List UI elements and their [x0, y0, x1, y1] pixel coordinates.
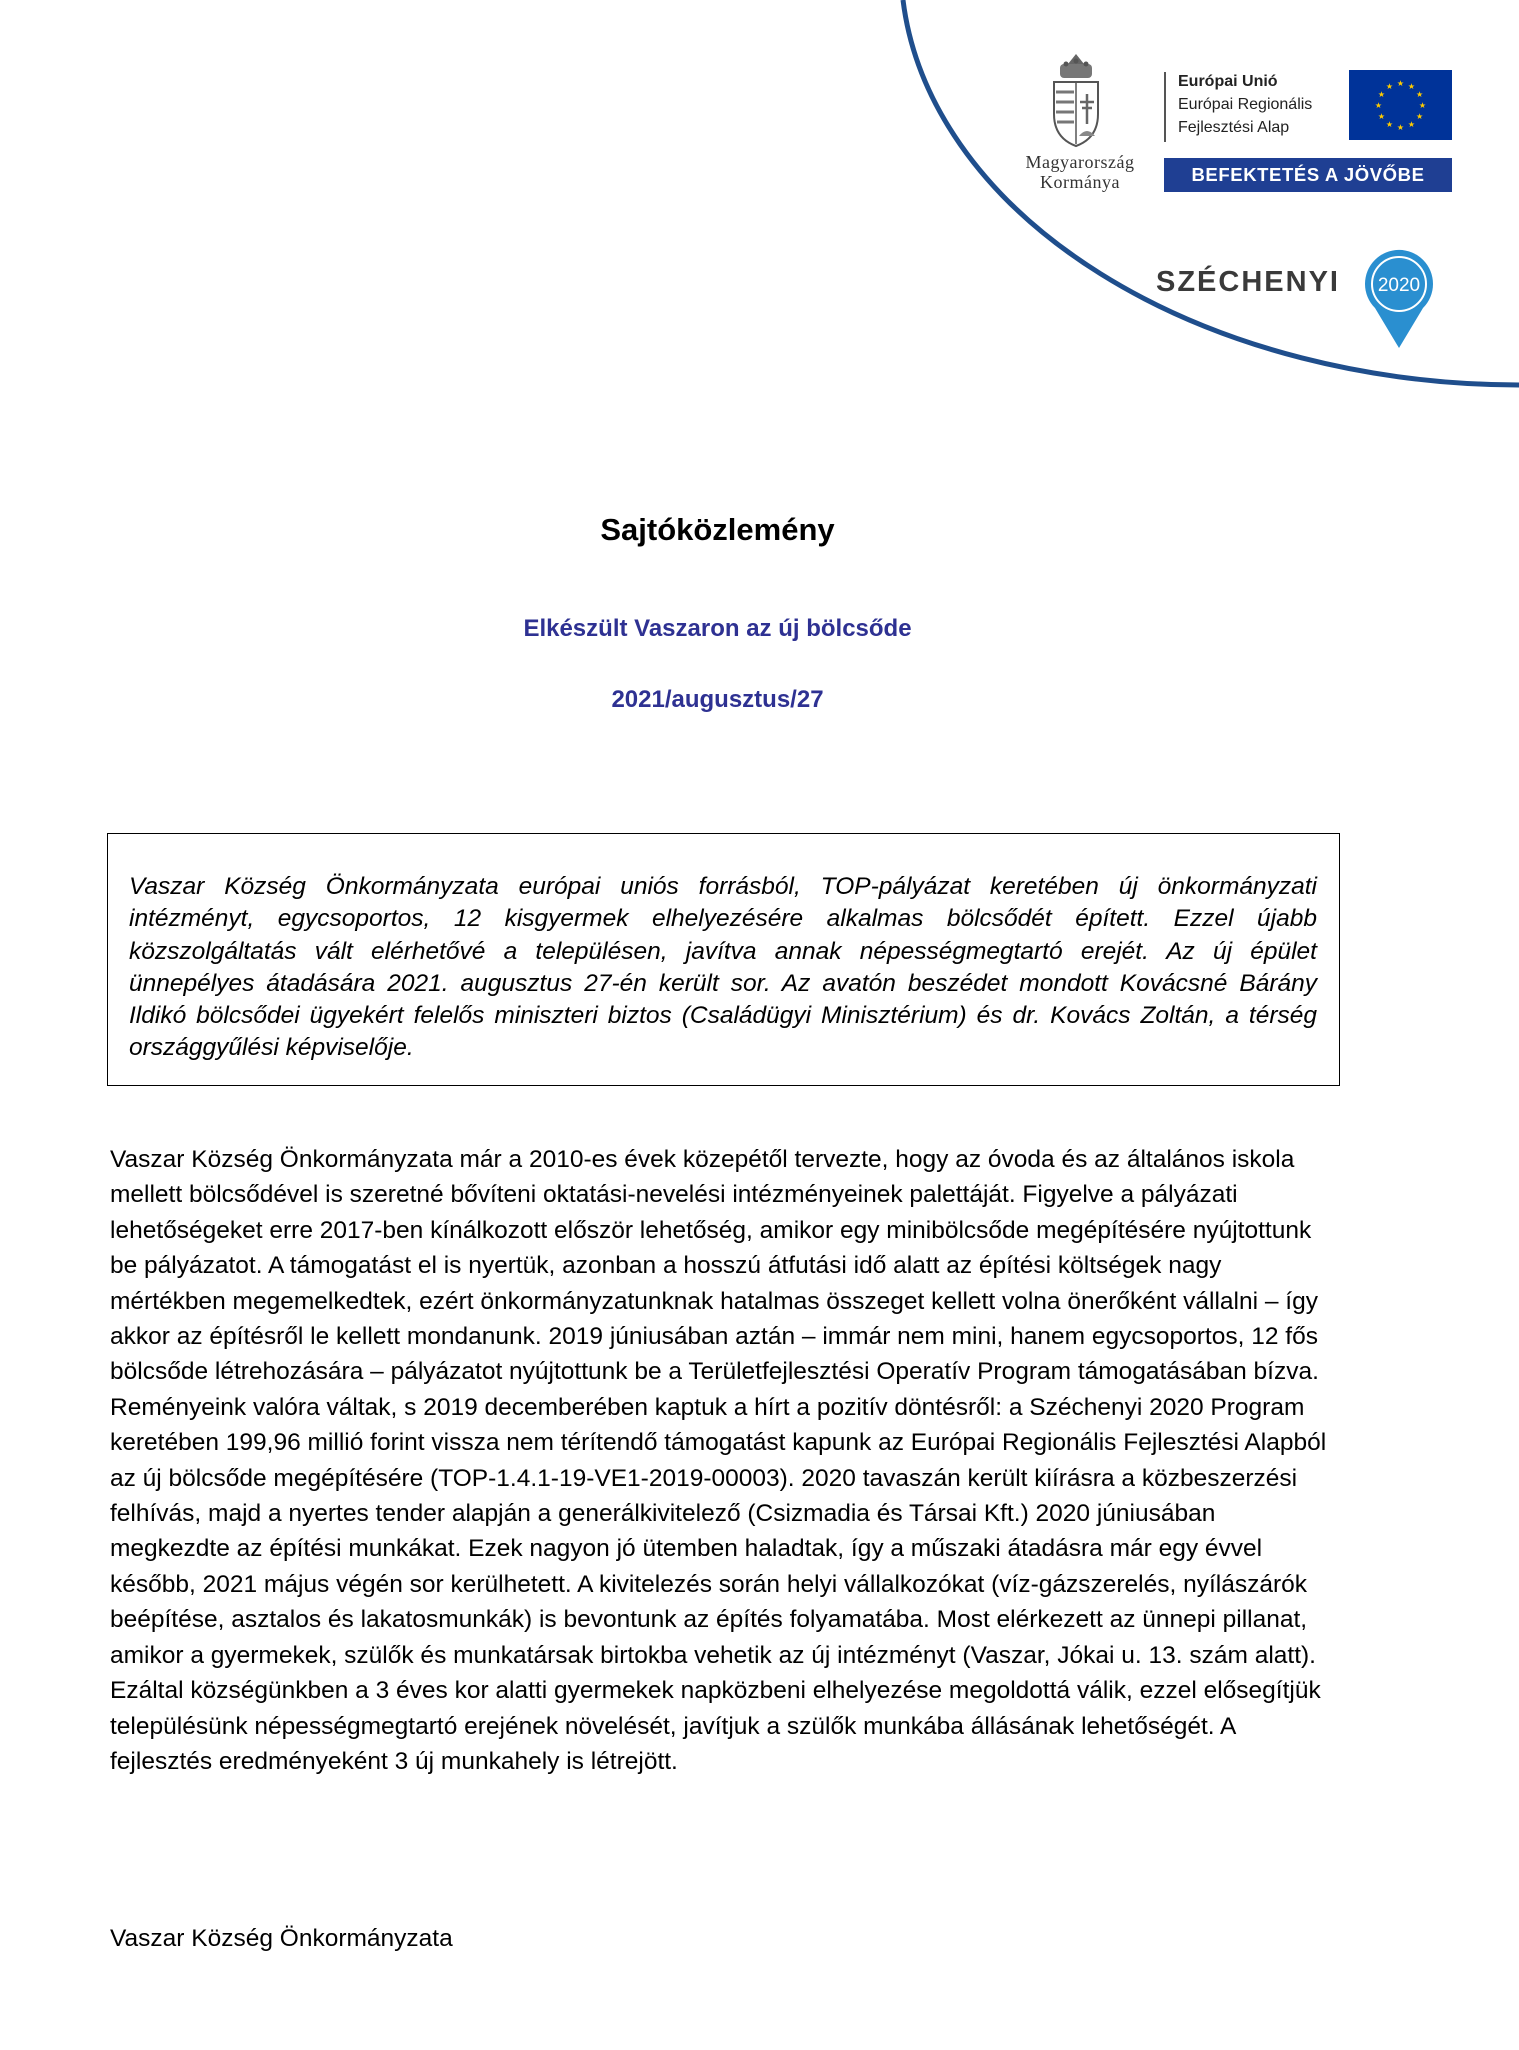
- eu-logo: [1164, 70, 1452, 192]
- eu-logo-text: [1178, 70, 1312, 139]
- eu-star-icon: ★: [1418, 101, 1427, 110]
- eu-star-icon: ★: [1416, 112, 1424, 121]
- document-date: 2021/augusztus/27: [611, 686, 824, 713]
- szechenyi-logo-text: SZÉCHENYI: [1156, 266, 1340, 298]
- eu-line-1: Európai Unió: [1178, 73, 1278, 90]
- lead-box: [107, 833, 1340, 1086]
- szechenyi-year: 2020: [1377, 275, 1421, 296]
- eu-star-icon: ★: [1416, 90, 1424, 99]
- eu-line-2: Európai Regionális: [1178, 96, 1313, 113]
- eu-star-icon: ★: [1374, 101, 1383, 110]
- document-subtitle: Elkészült Vaszaron az új bölcsőde: [523, 615, 912, 642]
- eu-banner: BEFEKTETÉS A JÖVŐBE: [1164, 158, 1452, 192]
- government-logo-text: [1005, 152, 1155, 192]
- signature: Vaszar Község Önkormányzata: [110, 1925, 453, 1952]
- eu-star-icon: ★: [1396, 123, 1405, 132]
- body-paragraph: Vaszar Község Önkormányzata már a 2010-es évek közepétől tervezte, hogy az óvoda és az általános iskola mellett bölcsődével is szeretné bővíteni oktatási-nevelési intézményeinek palettáját. Figyelve a pályázati lehetőségeket erre 2017-ben kínálkozott először lehetőség, amikor egy minibölcsőde megépítésére nyújtottunk be pályázatot. A támogatást el is nyertük, azonban a hosszú átfutási idő alatt az építési költségek nagy mértékben megemelkedtek, ezért önkormányzatunknak hatalmas összeget kellett volna önerőként vállalni – így akkor az építésről le kellett mondanunk. 2019 júniusában aztán – immár nem mini, hanem egycsoportos, 12 fős bölcsőde létrehozására – pályázatot nyújtottunk be a Területfejlesztési Operatív Program támogatásában bízva. Reményeink valóra váltak, s 2019 decemberében kaptuk a hírt a pozitív döntésről: a Széchenyi 2020 Program keretében 199,96 millió forint vissza nem térítendő támogatást kapunk az Európai Regionális Fejlesztési Alapból az új bölcsőde megépítésére (TOP-1.4.1-19-VE1-2019-00003). 2020 tavaszán került kiírásra a közbeszerzési felhívás, majd a nyertes tender alapján a generálkivitelező (Csizmadia és Társai Kft.) 2020 júniusában megkezdte az építési munkákat. Ezek nagyon jó ütemben haladtak, így a műszaki átadásra már egy évvel később, 2021 május végén sor kerülhetett. A kivitelezés során helyi vállalkozókat (víz-gázszerelés, nyílászárók beépítése, asztalos és lakatosmunkák) is bevontunk az építés folyamatába. Most elérkezett az ünnepi pillanat, amikor a gyermekek, szülők és munkatársak birtokba vehetik az új intézményt (Vaszar, Jókai u. 13. szám alatt). Ezáltal községünkben a 3 éves kor alatti gyermekek napközbeni elhelyezése megoldottá válik, ezzel elősegítjük településünk népességmegtartó erejének növelését, javítjuk a szülők munkába állásának lehetőségét. A fejlesztés eredményeként 3 új munkahely is létrejött.: [110, 1146, 1327, 1775]
- eu-flag-icon: [1349, 70, 1452, 140]
- eu-divider: [1164, 72, 1166, 142]
- government-line-1: Magyarország: [1025, 152, 1135, 172]
- coat-of-arms-icon: [1046, 52, 1106, 148]
- eu-line-3: Fejlesztési Alap: [1178, 119, 1290, 136]
- eu-star-icon: ★: [1377, 90, 1385, 99]
- eu-star-icon: ★: [1407, 120, 1416, 130]
- eu-star-icon: ★: [1407, 81, 1416, 91]
- szechenyi-pin-icon: [1363, 248, 1435, 348]
- eu-star-icon: ★: [1385, 81, 1394, 91]
- lead-paragraph: Vaszar Község Önkormányzata európai uniós forrásból, TOP-pályázat keretében új önkormányzati intézményt, egycsoportos, 12 kisgyermek elhelyezésére alkalmas bölcsődét épített. Ezzel újabb közszolgáltatás vált elérhetővé a településen, javítva annak népességmegtartó erejét. Az új épület ünnepélyes átadására 2021. augusztus 27-én került sor. Az avatón beszédet mondott Kovácsné Bárány Ildikó bölcsődei ügyekért felelős miniszteri biztos (Családügyi Minisztérium) és dr. Kovács Zoltán, a térség országgyűlési képviselője.: [129, 873, 1317, 1062]
- eu-star-icon: ★: [1377, 112, 1385, 121]
- eu-star-icon: ★: [1385, 120, 1394, 130]
- document-title: Sajtóközlemény: [600, 512, 835, 547]
- government-line-2: Kormánya: [1040, 172, 1120, 192]
- eu-star-icon: ★: [1396, 79, 1405, 88]
